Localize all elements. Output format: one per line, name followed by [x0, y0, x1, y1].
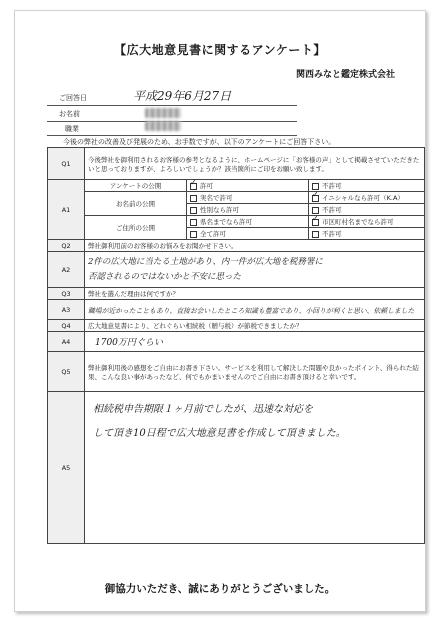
a1-name-deny[interactable]: 不許可 — [309, 204, 425, 216]
company-name: 関西みなと鑑定株式会社 — [295, 70, 395, 80]
a5-label: A5 — [48, 392, 85, 544]
a1-address-pref[interactable]: 県名までなら許可 — [187, 216, 309, 228]
q4-label: Q4 — [48, 320, 85, 332]
checkbox-icon[interactable] — [190, 219, 197, 226]
a1-row-name: お名前の公開 — [85, 192, 187, 216]
a1-publish-deny[interactable]: 不許可 — [309, 180, 425, 192]
date-label: ご回答日 — [59, 94, 87, 102]
q1-label: Q1 — [48, 148, 85, 180]
a2-label: A2 — [48, 252, 85, 288]
a1-address-all[interactable]: 全て許可 — [187, 228, 309, 240]
a3-label: A3 — [48, 300, 85, 320]
checkbox-checked-icon[interactable] — [312, 195, 319, 202]
q5-text: 弊社御利用後の感想をご自由にお書き下さい。サービスを利用して解決した問題や良かったポイント、得られた結果、こんな良い事があったなど、何でもかまいませんのでご自由にお書き頂けると幸いです。 — [85, 352, 425, 392]
job-underline — [47, 135, 297, 136]
checkbox-checked-icon[interactable] — [312, 219, 319, 226]
checkbox-icon[interactable] — [312, 183, 319, 190]
intro-text: 今後の弊社の改善及び発展のため、お手数ですが、以下のアンケートにご回答下さい。 — [63, 138, 336, 146]
date-underline — [47, 105, 297, 106]
a3-answer[interactable]: 職場が近かったこともあり、直接お会いしたところ知識も豊富であり、小回りが利くと思い、依頼しました — [85, 300, 425, 320]
name-redaction — [145, 108, 181, 118]
checkbox-icon[interactable] — [312, 231, 319, 238]
a1-name-real[interactable]: 実名で許可 — [187, 192, 309, 204]
survey-title: 【広大地意見書に関するアンケート】 — [114, 43, 326, 57]
a5-answer-line1: 相続税申告期限１ヶ月前でしたが、迅速な対応を — [93, 404, 313, 415]
q4-text: 広大地意見書により、どれぐらい相続税（贈与税）が節税できましたか？ — [85, 320, 425, 332]
q2-text: 弊社御利用前のお客様のお悩みをお聞かせ下さい。 — [85, 240, 425, 252]
name-label: お名前 — [59, 110, 80, 118]
a5-answer-line2: して頂き10日程で広大地意見書を作成して頂きました。 — [93, 428, 346, 439]
a4-label: A4 — [48, 332, 85, 352]
a4-answer[interactable]: 1700万円ぐらい — [85, 332, 425, 352]
checkbox-icon[interactable] — [312, 207, 319, 214]
a1-address-city[interactable]: ✓ 市区町村名までなら許可 — [309, 216, 425, 228]
a1-name-initial[interactable]: ✓ イニシャルなら許可（K.A） — [309, 192, 425, 204]
a2-answer-line1: 2件の広大地に当たる土地があり、内一件が広大地を税務署に — [88, 256, 323, 267]
job-label: 職業 — [65, 125, 79, 133]
q3-text: 弊社を選んだ理由は何ですか？ — [85, 288, 425, 300]
a1-name-gender[interactable]: 性別なら許可 — [187, 204, 309, 216]
a1-address-deny[interactable]: 不許可 — [309, 228, 425, 240]
q3-label: Q3 — [48, 288, 85, 300]
a2-answer[interactable] — [85, 252, 425, 288]
a1-row-address: ご住所の公開 — [85, 216, 187, 240]
checkbox-icon[interactable] — [190, 231, 197, 238]
q2-label: Q2 — [48, 240, 85, 252]
checkbox-icon[interactable] — [190, 207, 197, 214]
a1-label: A1 — [48, 180, 85, 240]
a1-publish-allow[interactable]: ✓ 許可 — [187, 180, 309, 192]
q1-text: 今後弊社を御利用されるお客様の参考となるように、ホームページに「お客様の声」として掲載させていただきたいと思っておりますが、よろしいでしょうか？該当箇所にご印をお願い致します。 — [85, 148, 425, 180]
checkbox-checked-icon[interactable] — [190, 183, 197, 190]
checkbox-icon[interactable] — [190, 195, 197, 202]
q5-label: Q5 — [48, 352, 85, 392]
date-value: 平成29年6月27日 — [133, 89, 232, 103]
survey-sheet — [14, 10, 426, 612]
survey-table — [47, 147, 425, 544]
a1-row-publish: アンケートの公開 — [85, 180, 187, 192]
a5-answer[interactable] — [85, 392, 425, 544]
thank-you-footer: 御協力いただき、誠にありがとうございました。 — [104, 583, 336, 595]
a2-answer-line2: 否認されるのではないかと不安に思った — [88, 271, 242, 282]
job-redaction — [145, 121, 181, 131]
